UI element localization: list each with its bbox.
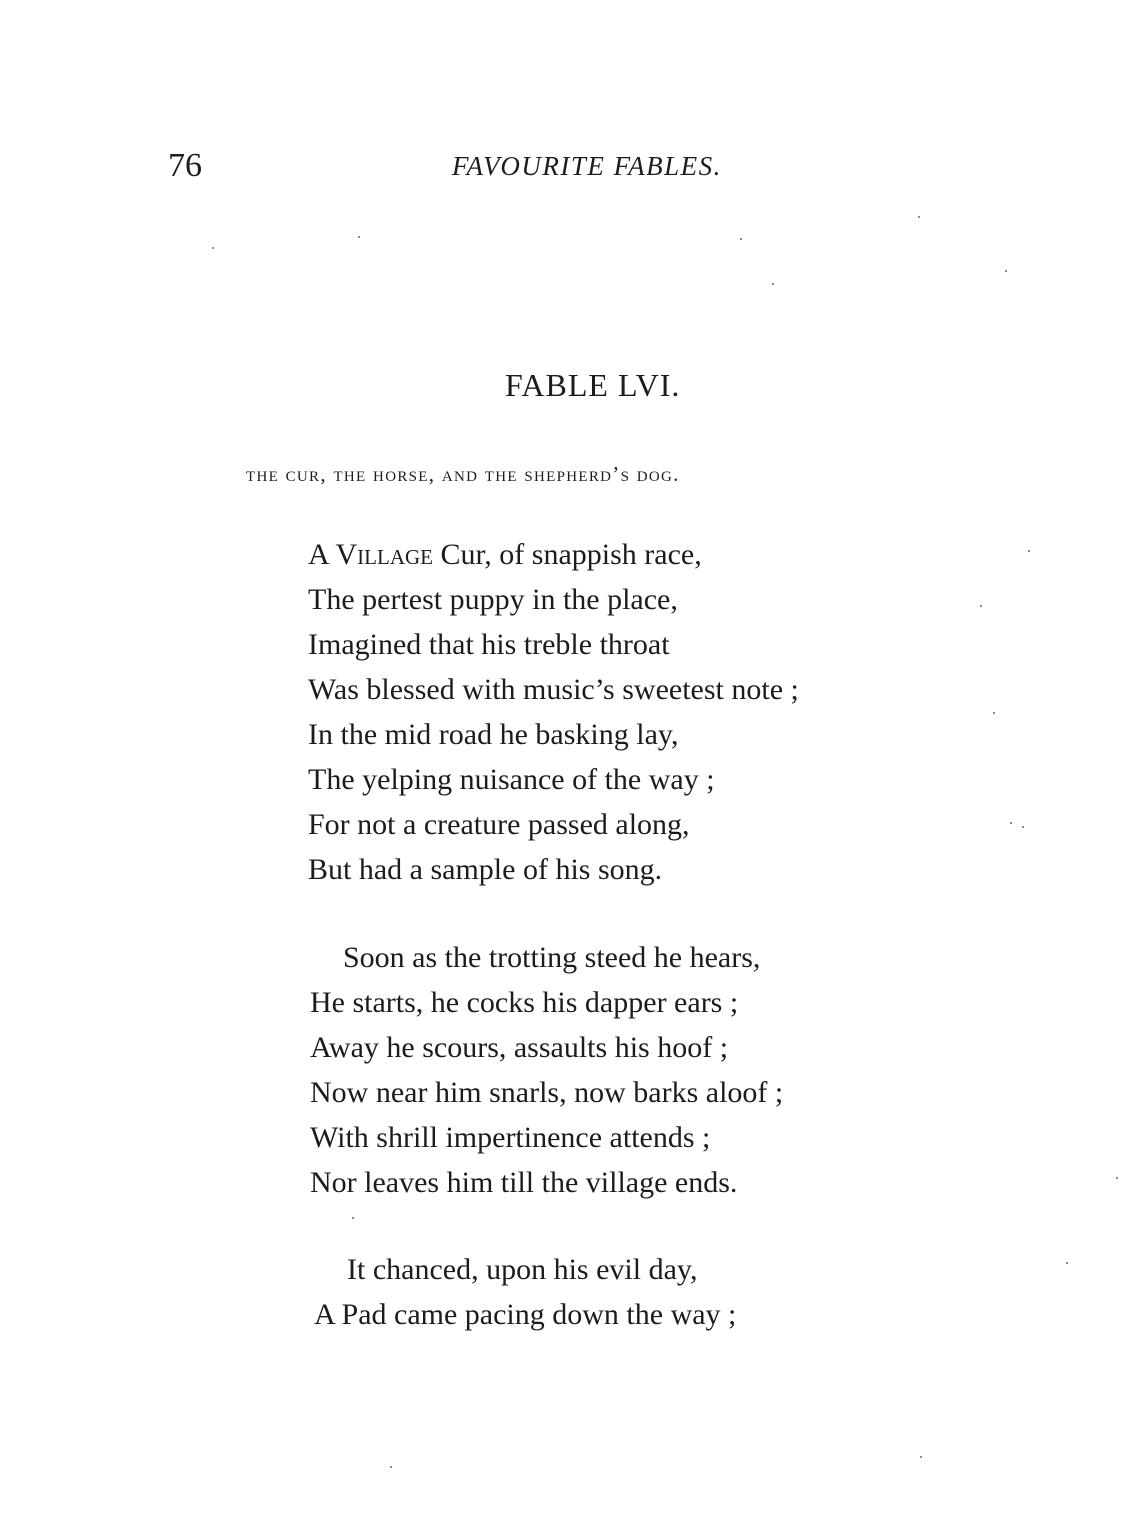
scan-speck xyxy=(918,216,920,218)
fable-title: FABLE LVI. xyxy=(505,367,681,403)
poem-line: Away he scours, assaults his hoof ; xyxy=(310,1031,729,1064)
scan-speck xyxy=(390,1466,392,1468)
scan-speck xyxy=(358,236,360,238)
scan-speck xyxy=(1005,270,1007,272)
poem-line: A Pad came pacing down the way ; xyxy=(314,1298,737,1331)
scan-speck xyxy=(920,1456,922,1458)
poem-line: Imagined that his treble throat xyxy=(308,628,670,661)
poem-line: Was blessed with music’s sweetest note ; xyxy=(308,673,799,706)
poem-line: With shrill impertinence attends ; xyxy=(310,1121,711,1154)
stanza-2 xyxy=(310,935,783,1205)
page-number: 76 xyxy=(168,147,202,184)
scan-speck xyxy=(1116,1177,1118,1179)
poem-line: Nor leaves him till the village ends. xyxy=(310,1166,738,1199)
scan-speck xyxy=(740,238,742,240)
scan-speck xyxy=(772,283,774,285)
poem-line: Now near him snarls, now barks aloof ; xyxy=(310,1076,784,1109)
fable-subtitle: the cur, the horse, and the shepherd’s dog. xyxy=(246,462,680,486)
scan-speck xyxy=(1028,550,1030,552)
poem-line: He starts, he cocks his dapper ears ; xyxy=(310,986,739,1019)
poem-line-lead: A xyxy=(308,538,336,571)
scan-speck xyxy=(352,1217,354,1219)
poem-line: For not a creature passed along, xyxy=(308,808,690,841)
scan-speck xyxy=(1010,822,1012,824)
poem-line: The yelping nuisance of the way ; xyxy=(308,763,715,796)
poem-line xyxy=(308,532,799,577)
scan-speck xyxy=(1022,826,1024,828)
running-head: FAVOURITE FABLES. xyxy=(452,151,722,181)
poem-line: Soon as the trotting steed he hears, xyxy=(343,941,761,974)
scan-speck xyxy=(993,712,995,714)
poem-line-smallcaps: Village xyxy=(335,538,433,571)
scan-speck xyxy=(1066,1262,1068,1264)
stanza-1 xyxy=(308,532,799,892)
poem-line: It chanced, upon his evil day, xyxy=(347,1253,698,1286)
stanza-3 xyxy=(314,1247,736,1337)
poem-line: The pertest puppy in the place, xyxy=(308,583,678,616)
scan-speck xyxy=(212,247,214,249)
poem-line-text: Cur, of snappish race, xyxy=(433,538,702,571)
poem-line: In the mid road he basking lay, xyxy=(308,718,679,751)
scan-speck xyxy=(980,605,982,607)
poem-line: But had a sample of his song. xyxy=(308,853,663,886)
